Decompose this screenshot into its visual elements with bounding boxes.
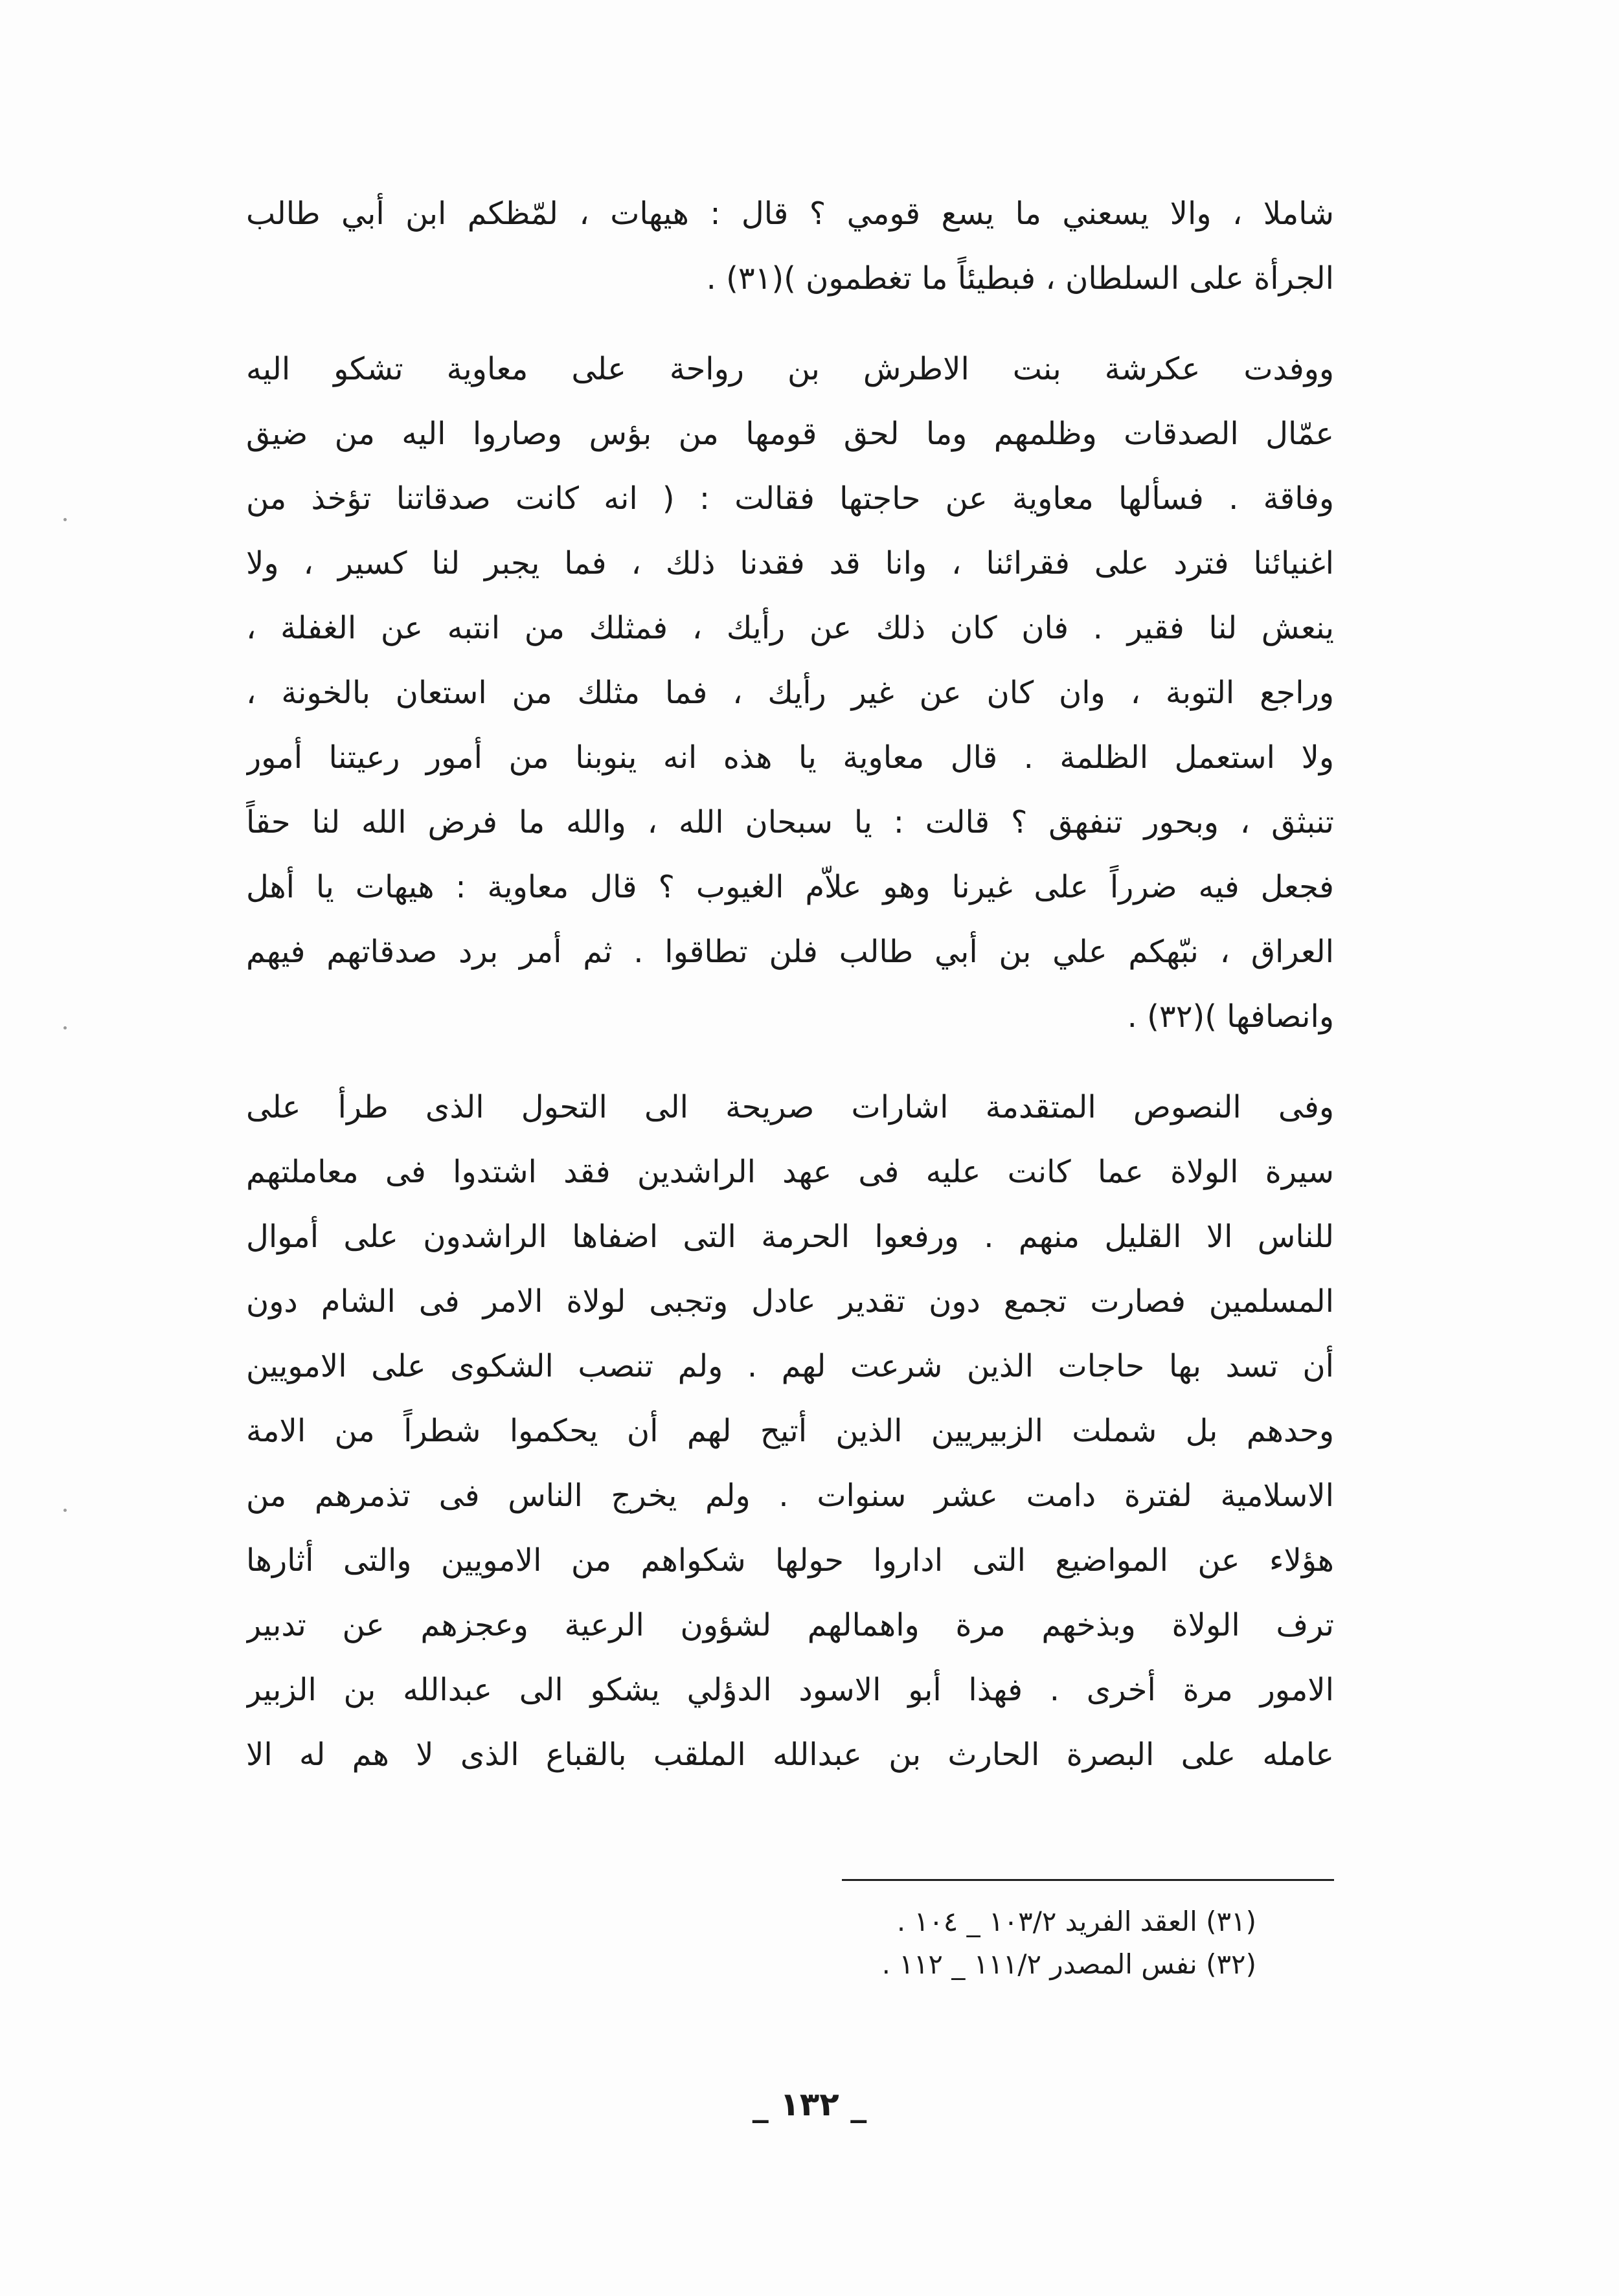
- text-line: سيرة الولاة عما كانت عليه فى عهد الراشدين فقد اشتدوا فى معاملتهم: [246, 1154, 1334, 1190]
- text-line: المسلمين فصارت تجمع دون تقدير عادل وتجبى لولاة الامر فى الشام دون: [246, 1283, 1334, 1320]
- text-line: فجعل فيه ضرراً على غيرنا وهو علاّم الغيوب ؟ قال معاوية : هيهات يا أهل: [246, 869, 1334, 905]
- text-line: وراجع التوبة ، وان كان عن غير رأيك ، فما مثلك من استعان بالخونة ،: [246, 675, 1334, 711]
- text-line: شاملا ، والا يسعني ما يسع قومي ؟ قال : هيهات ، لمّظكم ابن أبي طالب: [246, 196, 1334, 232]
- scan-speck: [63, 518, 67, 521]
- scan-speck: [63, 1026, 67, 1030]
- text-line: تنبثق ، وبحور تنفهق ؟ قالت : يا سبحان الله ، والله ما فرض الله لنا حقاً: [246, 804, 1334, 840]
- footnote-31: (٣١) العقد الفريد ١٠٣/٢ _ ١٠٤ .: [896, 1906, 1256, 1937]
- text-line: ترف الولاة وبذخهم مرة واهمالهم لشؤون الرعية وعجزهم عن تدبير: [246, 1607, 1334, 1643]
- text-line: وانصافها )(٣٢) .: [1127, 998, 1334, 1035]
- text-line: عامله على البصرة الحارث بن عبدالله الملقب بالقباع الذى لا هم له الا: [246, 1737, 1334, 1773]
- text-line: وحدهم بل شملت الزبيريين الذين أتيح لهم أن يحكموا شطراً من الامة: [246, 1413, 1334, 1449]
- text-line: وفى النصوص المتقدمة اشارات صريحة الى التحول الذى طرأ على: [246, 1089, 1334, 1125]
- text-line: ولا استعمل الظلمة . قال معاوية يا هذه انه ينوبنا من أمور رعيتنا أمور: [246, 739, 1334, 776]
- paragraph-ikrisha: [246, 337, 1334, 1049]
- scan-speck: [63, 1509, 67, 1512]
- page-number: _ ١٣٢ _: [752, 2086, 867, 2123]
- text-line: عمّال الصدقات وظلمهم وما لحق قومها من بؤس وصاروا اليه من ضيق: [246, 416, 1334, 452]
- text-line: للناس الا القليل منهم . ورفعوا الحرمة التى اضفاها الراشدون على أموال: [246, 1219, 1334, 1255]
- text-line: الجرأة على السلطان ، فبطيئاً ما تغطمون )(٣١) .: [706, 260, 1334, 297]
- footnote-32: (٣٢) نفس المصدر ١١١/٢ _ ١١٢ .: [881, 1948, 1256, 1980]
- text-line: هؤلاء عن المواضيع التى اداروا حولها شكواهم من الامويين والتى أثارها: [246, 1542, 1334, 1579]
- text-line: وفاقة . فسألها معاوية عن حاجتها فقالت : ( انه كانت صدقاتنا تؤخذ من: [246, 480, 1334, 517]
- footnote-divider: [842, 1879, 1334, 1881]
- footnotes: [648, 1900, 1256, 1986]
- paragraph-analysis: [246, 1075, 1334, 1787]
- text-line: ينعش لنا فقير . فان كان ذلك عن رأيك ، فمثلك من انتبه عن الغفلة ،: [246, 610, 1334, 646]
- text-line: الامور مرة أخرى . فهذا أبو الاسود الدؤلي يشكو الى عبدالله بن الزبير: [246, 1672, 1334, 1708]
- text-line: العراق ، نبّهكم علي بن أبي طالب فلن تطاقوا . ثم أمر برد صدقاتهم فيهم: [246, 934, 1334, 970]
- text-line: اغنيائنا فترد على فقرائنا ، وانا قد فقدنا ذلك ، فما يجبر لنا كسير ، ولا: [246, 545, 1334, 581]
- paragraph-continuation: [246, 181, 1334, 311]
- text-line: أن تسد بها حاجات الذين شرعت لهم . ولم تنصب الشكوى على الامويين: [246, 1348, 1334, 1384]
- text-line: الاسلامية لفترة دامت عشر سنوات . ولم يخرج الناس فى تذمرهم من: [246, 1478, 1334, 1514]
- text-line: ووفدت عكرشة بنت الاطرش بن رواحة على معاوية تشكو اليه: [246, 351, 1334, 387]
